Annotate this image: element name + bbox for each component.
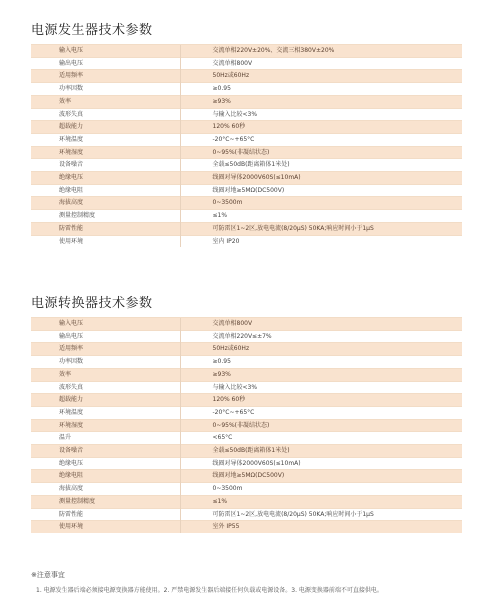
spec-label: 绝缘电压 — [31, 172, 180, 185]
spec-row — [31, 394, 462, 407]
spec-label: 使用环境 — [31, 235, 180, 247]
spec-row — [31, 159, 462, 172]
spec-label: 环境湿度 — [31, 146, 180, 159]
spec-value: 0~95%(非凝结状态) — [180, 146, 462, 159]
spec-label: 绝缘电阻 — [31, 470, 180, 483]
spec-row — [31, 368, 462, 381]
spec-value: 全载≤50dB(距离箱体1米处) — [180, 445, 462, 458]
spec-value: 交流单相220V≤±7% — [180, 330, 462, 343]
spec-label: 输入电压 — [31, 45, 180, 58]
spec-row — [31, 318, 462, 331]
spec-label: 温升 — [31, 432, 180, 445]
spec-row — [31, 83, 462, 96]
spec-value: 线圈对导体2000V60S(≤10mA) — [180, 172, 462, 185]
converter-title: 电源转换器技术参数 — [31, 296, 153, 311]
spec-value: ≥0.95 — [180, 356, 462, 369]
spec-row — [31, 133, 462, 146]
spec-label: 测量控制精度 — [31, 495, 180, 508]
spec-row — [31, 432, 462, 445]
spec-row — [31, 235, 462, 247]
spec-value: ≥93% — [180, 95, 462, 108]
spec-label: 防雷性能 — [31, 508, 180, 521]
spec-row — [31, 330, 462, 343]
spec-value: 与输入比较<3% — [180, 381, 462, 394]
spec-label: 绝缘电阻 — [31, 184, 180, 197]
spec-label: 环境温度 — [31, 406, 180, 419]
spec-row — [31, 356, 462, 369]
spec-label: 效率 — [31, 95, 180, 108]
spec-label: 防雷性能 — [31, 222, 180, 235]
spec-row — [31, 108, 462, 121]
spec-value: <65°C — [180, 432, 462, 445]
spec-label: 功率因数 — [31, 83, 180, 96]
spec-row — [31, 70, 462, 83]
spec-row — [31, 172, 462, 185]
spec-row — [31, 197, 462, 210]
spec-label: 效率 — [31, 368, 180, 381]
spec-row — [31, 406, 462, 419]
spec-label: 使用环境 — [31, 521, 180, 533]
spec-value: 120% 60秒 — [180, 394, 462, 407]
notes-text: 1. 电源发生器后端必须接电源变换器方能使用。2. 严禁电源发生器后端接任何负载或电源设备。3. 电源变换器前端不可直接供电。 — [36, 587, 383, 594]
spec-label: 输出电压 — [31, 57, 180, 70]
generator-spec-table — [31, 44, 462, 247]
spec-row — [31, 121, 462, 134]
notes-heading: ※注意事宜 — [31, 571, 65, 579]
spec-label: 适用频率 — [31, 343, 180, 356]
spec-value: 0~3500m — [180, 197, 462, 210]
spec-value: 线圈对导体2000V60S(≤10mA) — [180, 457, 462, 470]
spec-row — [31, 184, 462, 197]
spec-row — [31, 222, 462, 235]
spec-row — [31, 495, 462, 508]
generator-title: 电源发生器技术参数 — [31, 23, 153, 38]
spec-value: 交流单相800V — [180, 57, 462, 70]
spec-label: 波形失真 — [31, 381, 180, 394]
spec-label: 环境湿度 — [31, 419, 180, 432]
spec-row — [31, 521, 462, 533]
spec-row — [31, 343, 462, 356]
spec-row — [31, 445, 462, 458]
spec-label: 设备噪音 — [31, 159, 180, 172]
spec-value: 50Hz或60Hz — [180, 343, 462, 356]
spec-value: 与输入比较<3% — [180, 108, 462, 121]
spec-value: 0~95%(非凝结状态) — [180, 419, 462, 432]
converter-spec-table — [31, 317, 462, 533]
spec-label: 适用频率 — [31, 70, 180, 83]
spec-value: -20°C~+65°C — [180, 406, 462, 419]
spec-value: 0~3500m — [180, 483, 462, 496]
spec-value: 交流单相220V±20%、交流三相380V±20% — [180, 45, 462, 58]
spec-value: 可防雷区1~2区,放电电流(8/20μS) 50KA;响应时间小于1μS — [180, 508, 462, 521]
spec-row — [31, 457, 462, 470]
spec-value: -20°C~+65°C — [180, 133, 462, 146]
spec-label: 测量控制精度 — [31, 210, 180, 223]
spec-row — [31, 419, 462, 432]
spec-value: 交流单相800V — [180, 318, 462, 331]
spec-label: 设备噪音 — [31, 445, 180, 458]
spec-label: 环境温度 — [31, 133, 180, 146]
spec-row — [31, 57, 462, 70]
spec-value: 室外 IP55 — [180, 521, 462, 533]
spec-value: ≥0.95 — [180, 83, 462, 96]
spec-label: 超载能力 — [31, 121, 180, 134]
spec-label: 功率因数 — [31, 356, 180, 369]
spec-value: 120% 60秒 — [180, 121, 462, 134]
spec-row — [31, 381, 462, 394]
spec-value: 50Hz或60Hz — [180, 70, 462, 83]
spec-row — [31, 45, 462, 58]
spec-row — [31, 470, 462, 483]
spec-label: 输入电压 — [31, 318, 180, 331]
spec-value: ≥93% — [180, 368, 462, 381]
spec-row — [31, 483, 462, 496]
spec-label: 海拔高度 — [31, 197, 180, 210]
spec-label: 绝缘电压 — [31, 457, 180, 470]
spec-value: 可防雷区1~2区,放电电流(8/20μS) 50KA;响应时间小于1μS — [180, 222, 462, 235]
spec-row — [31, 508, 462, 521]
spec-label: 输出电压 — [31, 330, 180, 343]
spec-value: 全载≤50dB(距离箱体1米处) — [180, 159, 462, 172]
spec-value: ≤1% — [180, 210, 462, 223]
spec-value: ≤1% — [180, 495, 462, 508]
spec-row — [31, 210, 462, 223]
spec-value: 线圈对地≥5MΩ(DC500V) — [180, 470, 462, 483]
spec-value: 室内 IP20 — [180, 235, 462, 247]
spec-row — [31, 146, 462, 159]
spec-value: 线圈对地≥5MΩ(DC500V) — [180, 184, 462, 197]
spec-label: 超载能力 — [31, 394, 180, 407]
spec-label: 波形失真 — [31, 108, 180, 121]
spec-label: 海拔高度 — [31, 483, 180, 496]
spec-row — [31, 95, 462, 108]
